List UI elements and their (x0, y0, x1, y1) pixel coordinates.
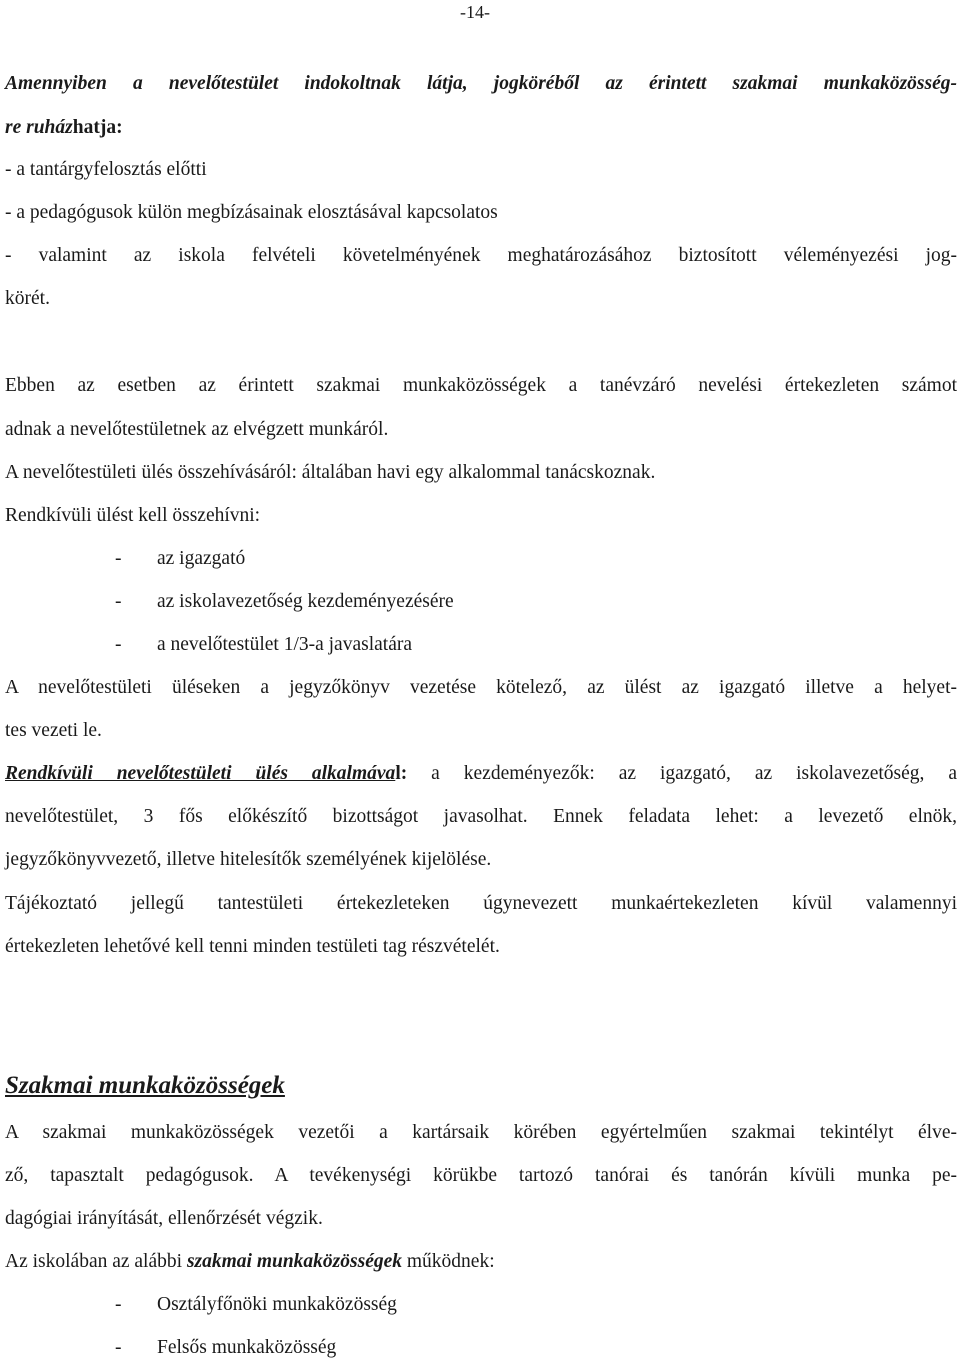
intro-line-1: Amennyiben a nevelőtestület indokoltnak látja, jogköréből az érintett szakmai munkaközösség- (5, 73, 957, 94)
bullet-dash: - (115, 634, 122, 655)
intro-line-2-italic: re ruház (5, 117, 73, 138)
para2-line: A nevelőtestületi ülés összehívásáról: általában havi egy alkalommal tanácskoznak. (5, 462, 656, 483)
section-item-1 (115, 1293, 397, 1317)
section-para2-suffix: működnek: (402, 1251, 495, 1272)
para3-item-2 (115, 590, 454, 614)
section-heading: Szakmai munkaközösségek (5, 1072, 285, 1099)
para3-item-2-text: az iskolavezetőség kezdeményezésére (157, 591, 454, 612)
para6-line-1: Tájékoztató jellegű tantestületi értekezleteken úgynevezett munkaértekezleten kívül valamennyi (5, 893, 957, 914)
para3-item-3-text: a nevelőtestület 1/3-a javaslatára (157, 634, 413, 655)
section-item-2-text: Felsős munkaközösség (157, 1337, 337, 1358)
para5-line-2: nevelőtestület, 3 fős előkészítő bizottságot javasolhat. Ennek feladata lehet: a levezető elnök, (5, 806, 957, 827)
section-para1-line-2: ző, tapasztalt pedagógusok. A tevékenységi körükbe tartozó tanórai és tanórán kívüli munka pe- (5, 1165, 957, 1186)
intro-item-3: - valamint az iskola felvételi követelményének meghatározásához biztosított véleményezési jog- (5, 245, 957, 266)
section-para1-line-3: dagógiai irányítását, ellenőrzését végzik. (5, 1208, 323, 1229)
intro-line-2 (5, 116, 123, 140)
section-para2-line (5, 1250, 495, 1274)
para3-item-1 (115, 547, 245, 571)
intro-item-1: - a tantárgyfelosztás előtti (5, 159, 207, 180)
para5-line-1-rest: a kezdeményezők: az igazgató, az iskolavezetőség, a (407, 763, 958, 784)
section-item-2 (115, 1336, 336, 1360)
section-para2-emphasis: szakmai munkaközösségek (186, 1251, 403, 1272)
intro-item-2: - a pedagógusok külön megbízásainak elosztásával kapcsolatos (5, 202, 498, 223)
para5-emphasis-end: l: (395, 763, 408, 784)
document-page (5, 0, 957, 1362)
bullet-dash: - (115, 548, 122, 569)
para1-line-1: Ebben az esetben az érintett szakmai munkaközösségek a tanévzáró nevelési értekezleten számot (5, 375, 957, 396)
para5-line-1 (5, 762, 957, 786)
para3-item-1-text: az igazgató (157, 548, 246, 569)
para3-intro: Rendkívüli ülést kell összehívni: (5, 505, 261, 526)
section-para2-prefix: Az iskolában az alábbi (5, 1251, 187, 1272)
bullet-dash: - (115, 591, 122, 612)
page-number: -14- (460, 2, 490, 22)
intro-line-2-rest: hatja: (72, 117, 123, 138)
bullet-dash: - (115, 1294, 122, 1315)
para4-line-2: tes vezeti le. (5, 720, 102, 741)
para5-emphasis: Rendkívüli nevelőtestületi ülés alkalmáva (5, 763, 396, 784)
para6-line-2: értekezleten lehetővé kell tenni minden testületi tag részvételét. (5, 936, 500, 957)
section-para1-line-1: A szakmai munkaközösségek vezetői a kartársaik körében egyértelműen szakmai tekintélyt élve- (5, 1122, 957, 1143)
bullet-dash: - (115, 1337, 122, 1358)
para1-line-2: adnak a nevelőtestületnek az elvégzett munkáról. (5, 419, 389, 440)
section-item-1-text: Osztályfőnöki munkaközösség (157, 1294, 397, 1315)
intro-item-4: körét. (5, 288, 50, 309)
para5-line-3: jegyzőkönyvvezető, illetve hitelesítők személyének kijelölése. (5, 849, 492, 870)
para4-line-1: A nevelőtestületi üléseken a jegyzőkönyv vezetése kötelező, az ülést az igazgató illetve a helyet- (5, 677, 957, 698)
para3-item-3 (115, 633, 412, 657)
